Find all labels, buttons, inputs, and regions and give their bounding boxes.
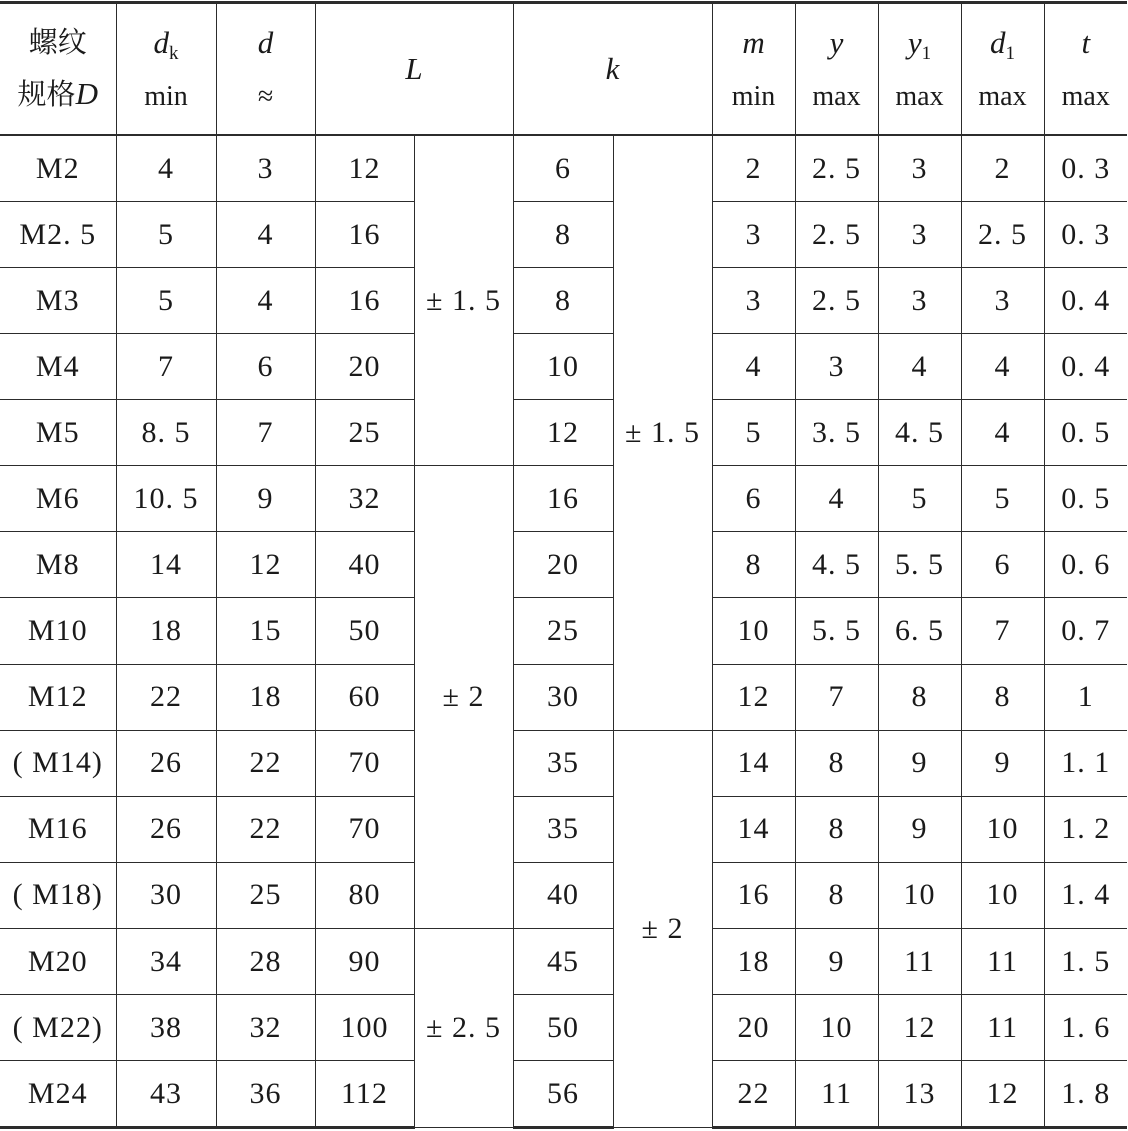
cell-k: 12 (513, 400, 613, 466)
cell-y: 2. 5 (795, 202, 878, 268)
cell-dk: 4 (116, 135, 216, 202)
cell-d: 7 (216, 400, 315, 466)
cell-L: 25 (315, 400, 414, 466)
header-d1-subscript: 1 (1005, 42, 1016, 64)
cell-d1: 2 (961, 135, 1044, 202)
thread-spec-table (0, 1, 1127, 1129)
cell-d: 18 (216, 664, 315, 730)
header-k-symbol: k (605, 50, 620, 86)
cell-L: 80 (315, 862, 414, 928)
cell-d1: 6 (961, 532, 1044, 598)
cell-dk: 38 (116, 994, 216, 1060)
cell-y: 5. 5 (795, 598, 878, 664)
cell-L: 12 (315, 135, 414, 202)
cell-L-tolerance: ± 2. 5 (414, 928, 513, 1127)
header-d1-unit: max (978, 81, 1027, 113)
cell-k: 40 (513, 862, 613, 928)
header-y1-unit: max (895, 81, 944, 113)
cell-d1: 7 (961, 598, 1044, 664)
cell-d1: 11 (961, 928, 1044, 994)
cell-L: 16 (315, 268, 414, 334)
cell-m: 2 (712, 135, 795, 202)
table-row (0, 994, 1127, 1060)
cell-dk: 26 (116, 796, 216, 862)
cell-dk: 34 (116, 928, 216, 994)
cell-L: 20 (315, 334, 414, 400)
cell-d: 22 (216, 796, 315, 862)
cell-y: 4. 5 (795, 532, 878, 598)
cell-k: 16 (513, 466, 613, 532)
cell-t: 1. 5 (1044, 928, 1127, 994)
cell-d: 4 (216, 268, 315, 334)
cell-L: 60 (315, 664, 414, 730)
cell-m: 20 (712, 994, 795, 1060)
cell-y1: 8 (878, 664, 961, 730)
table-row (0, 862, 1127, 928)
header-y1 (878, 3, 961, 136)
cell-d1: 11 (961, 994, 1044, 1060)
header-L (315, 3, 513, 136)
header-thread-line2: 规格 (17, 77, 76, 112)
table-row (0, 598, 1127, 664)
cell-y: 3 (795, 334, 878, 400)
table-row (0, 928, 1127, 994)
cell-d: 6 (216, 334, 315, 400)
cell-d1: 5 (961, 466, 1044, 532)
cell-y: 3. 5 (795, 400, 878, 466)
cell-dk: 22 (116, 664, 216, 730)
cell-L-tolerance: ± 1. 5 (414, 135, 513, 466)
cell-d: 3 (216, 135, 315, 202)
cell-k-tolerance: ± 1. 5 (613, 135, 712, 730)
cell-k: 56 (513, 1060, 613, 1127)
cell-dk: 14 (116, 532, 216, 598)
header-y (795, 3, 878, 136)
cell-L: 40 (315, 532, 414, 598)
cell-d: 4 (216, 202, 315, 268)
cell-m: 3 (712, 202, 795, 268)
cell-k: 8 (513, 268, 613, 334)
cell-y1: 9 (878, 730, 961, 796)
cell-m: 16 (712, 862, 795, 928)
cell-m: 6 (712, 466, 795, 532)
header-d1-symbol: d (990, 24, 1006, 60)
cell-dk: 43 (116, 1060, 216, 1127)
header-L-symbol: L (405, 50, 423, 86)
cell-m: 8 (712, 532, 795, 598)
cell-L: 112 (315, 1060, 414, 1127)
cell-thread-spec: M24 (0, 1060, 116, 1127)
cell-dk: 30 (116, 862, 216, 928)
cell-d: 32 (216, 994, 315, 1060)
cell-L: 32 (315, 466, 414, 532)
header-thread-spec (0, 3, 116, 136)
cell-L-tolerance: ± 2 (414, 466, 513, 928)
table-row (0, 730, 1127, 796)
cell-y1: 4 (878, 334, 961, 400)
header-m-symbol: m (742, 25, 765, 61)
cell-k: 8 (513, 202, 613, 268)
cell-L: 16 (315, 202, 414, 268)
cell-thread-spec: M2 (0, 135, 116, 202)
header-k (513, 3, 712, 136)
table-row (0, 664, 1127, 730)
cell-t: 0. 5 (1044, 466, 1127, 532)
cell-L: 100 (315, 994, 414, 1060)
cell-y: 8 (795, 730, 878, 796)
cell-y: 8 (795, 862, 878, 928)
cell-t: 1. 1 (1044, 730, 1127, 796)
cell-dk: 26 (116, 730, 216, 796)
cell-t: 0. 7 (1044, 598, 1127, 664)
cell-m: 3 (712, 268, 795, 334)
cell-thread-spec: M2. 5 (0, 202, 116, 268)
header-d-unit: ≈ (257, 80, 274, 112)
cell-m: 14 (712, 796, 795, 862)
cell-y1: 6. 5 (878, 598, 961, 664)
table-row (0, 466, 1127, 532)
cell-y1: 11 (878, 928, 961, 994)
cell-m: 22 (712, 1060, 795, 1127)
cell-thread-spec: ( M18) (0, 862, 116, 928)
cell-d: 25 (216, 862, 315, 928)
cell-y: 10 (795, 994, 878, 1060)
cell-d1: 12 (961, 1060, 1044, 1127)
cell-t: 1. 6 (1044, 994, 1127, 1060)
cell-thread-spec: ( M22) (0, 994, 116, 1060)
cell-k: 20 (513, 532, 613, 598)
cell-y1: 12 (878, 994, 961, 1060)
cell-thread-spec: M16 (0, 796, 116, 862)
header-y1-subscript: 1 (921, 42, 932, 64)
cell-thread-spec: M6 (0, 466, 116, 532)
header-d1 (961, 3, 1044, 136)
cell-d1: 3 (961, 268, 1044, 334)
table-row (0, 400, 1127, 466)
cell-y: 2. 5 (795, 135, 878, 202)
table-row (0, 796, 1127, 862)
cell-thread-spec: M10 (0, 598, 116, 664)
cell-y1: 10 (878, 862, 961, 928)
header-y-symbol: y (829, 25, 844, 61)
cell-thread-spec: ( M14) (0, 730, 116, 796)
cell-thread-spec: M4 (0, 334, 116, 400)
cell-y: 9 (795, 928, 878, 994)
cell-L: 50 (315, 598, 414, 664)
header-thread-line1: 螺纹 (28, 25, 87, 60)
cell-t: 1. 4 (1044, 862, 1127, 928)
cell-d1: 4 (961, 400, 1044, 466)
cell-d: 9 (216, 466, 315, 532)
cell-k: 35 (513, 796, 613, 862)
cell-L: 70 (315, 796, 414, 862)
cell-m: 4 (712, 334, 795, 400)
cell-d: 15 (216, 598, 315, 664)
header-m-unit: min (731, 80, 776, 112)
cell-t: 1 (1044, 664, 1127, 730)
cell-dk: 18 (116, 598, 216, 664)
cell-d1: 2. 5 (961, 202, 1044, 268)
cell-y: 2. 5 (795, 268, 878, 334)
header-t-unit: max (1061, 80, 1110, 112)
cell-d: 28 (216, 928, 315, 994)
cell-t: 1. 8 (1044, 1060, 1127, 1127)
cell-k: 25 (513, 598, 613, 664)
cell-thread-spec: M3 (0, 268, 116, 334)
table-row (0, 268, 1127, 334)
header-t-symbol: t (1081, 25, 1091, 61)
cell-dk: 5 (116, 202, 216, 268)
cell-y1: 3 (878, 268, 961, 334)
cell-thread-spec: M8 (0, 532, 116, 598)
cell-thread-spec: M5 (0, 400, 116, 466)
header-t (1044, 3, 1127, 136)
header-d (216, 3, 315, 136)
cell-k: 10 (513, 334, 613, 400)
cell-y: 8 (795, 796, 878, 862)
table-row (0, 532, 1127, 598)
cell-t: 0. 6 (1044, 532, 1127, 598)
cell-k: 6 (513, 135, 613, 202)
cell-m: 12 (712, 664, 795, 730)
cell-y: 11 (795, 1060, 878, 1127)
cell-d: 36 (216, 1060, 315, 1127)
cell-t: 0. 5 (1044, 400, 1127, 466)
cell-dk: 8. 5 (116, 400, 216, 466)
cell-t: 1. 2 (1044, 796, 1127, 862)
cell-y: 7 (795, 664, 878, 730)
table-row (0, 1060, 1127, 1127)
header-dk-unit: min (144, 81, 188, 113)
cell-k-tolerance: ± 2 (613, 730, 712, 1127)
header-dk-symbol: d (153, 24, 169, 60)
cell-y1: 4. 5 (878, 400, 961, 466)
header-row (0, 3, 1127, 136)
cell-thread-spec: M12 (0, 664, 116, 730)
cell-d1: 10 (961, 796, 1044, 862)
cell-y1: 13 (878, 1060, 961, 1127)
header-y-unit: max (812, 80, 861, 112)
table-row (0, 202, 1127, 268)
header-m (712, 3, 795, 136)
table-row (0, 135, 1127, 202)
header-y1-symbol: y (907, 24, 922, 60)
cell-d1: 4 (961, 334, 1044, 400)
cell-y1: 5. 5 (878, 532, 961, 598)
cell-L: 70 (315, 730, 414, 796)
cell-d1: 10 (961, 862, 1044, 928)
cell-k: 30 (513, 664, 613, 730)
cell-k: 35 (513, 730, 613, 796)
cell-y1: 5 (878, 466, 961, 532)
cell-d1: 8 (961, 664, 1044, 730)
header-dk-subscript: k (169, 42, 179, 64)
cell-dk: 5 (116, 268, 216, 334)
cell-t: 0. 3 (1044, 202, 1127, 268)
cell-dk: 10. 5 (116, 466, 216, 532)
cell-thread-spec: M20 (0, 928, 116, 994)
cell-y1: 3 (878, 135, 961, 202)
cell-y: 4 (795, 466, 878, 532)
cell-t: 0. 3 (1044, 135, 1127, 202)
cell-m: 14 (712, 730, 795, 796)
cell-t: 0. 4 (1044, 268, 1127, 334)
cell-t: 0. 4 (1044, 334, 1127, 400)
header-dk (116, 3, 216, 136)
header-d-symbol: d (257, 25, 274, 61)
cell-d: 22 (216, 730, 315, 796)
cell-d: 12 (216, 532, 315, 598)
cell-m: 18 (712, 928, 795, 994)
table-row (0, 334, 1127, 400)
cell-m: 5 (712, 400, 795, 466)
header-thread-symbol: D (75, 76, 98, 112)
cell-L: 90 (315, 928, 414, 994)
table-body (0, 135, 1127, 1128)
cell-d1: 9 (961, 730, 1044, 796)
cell-m: 10 (712, 598, 795, 664)
cell-y1: 3 (878, 202, 961, 268)
cell-k: 50 (513, 994, 613, 1060)
cell-k: 45 (513, 928, 613, 994)
cell-dk: 7 (116, 334, 216, 400)
cell-y1: 9 (878, 796, 961, 862)
